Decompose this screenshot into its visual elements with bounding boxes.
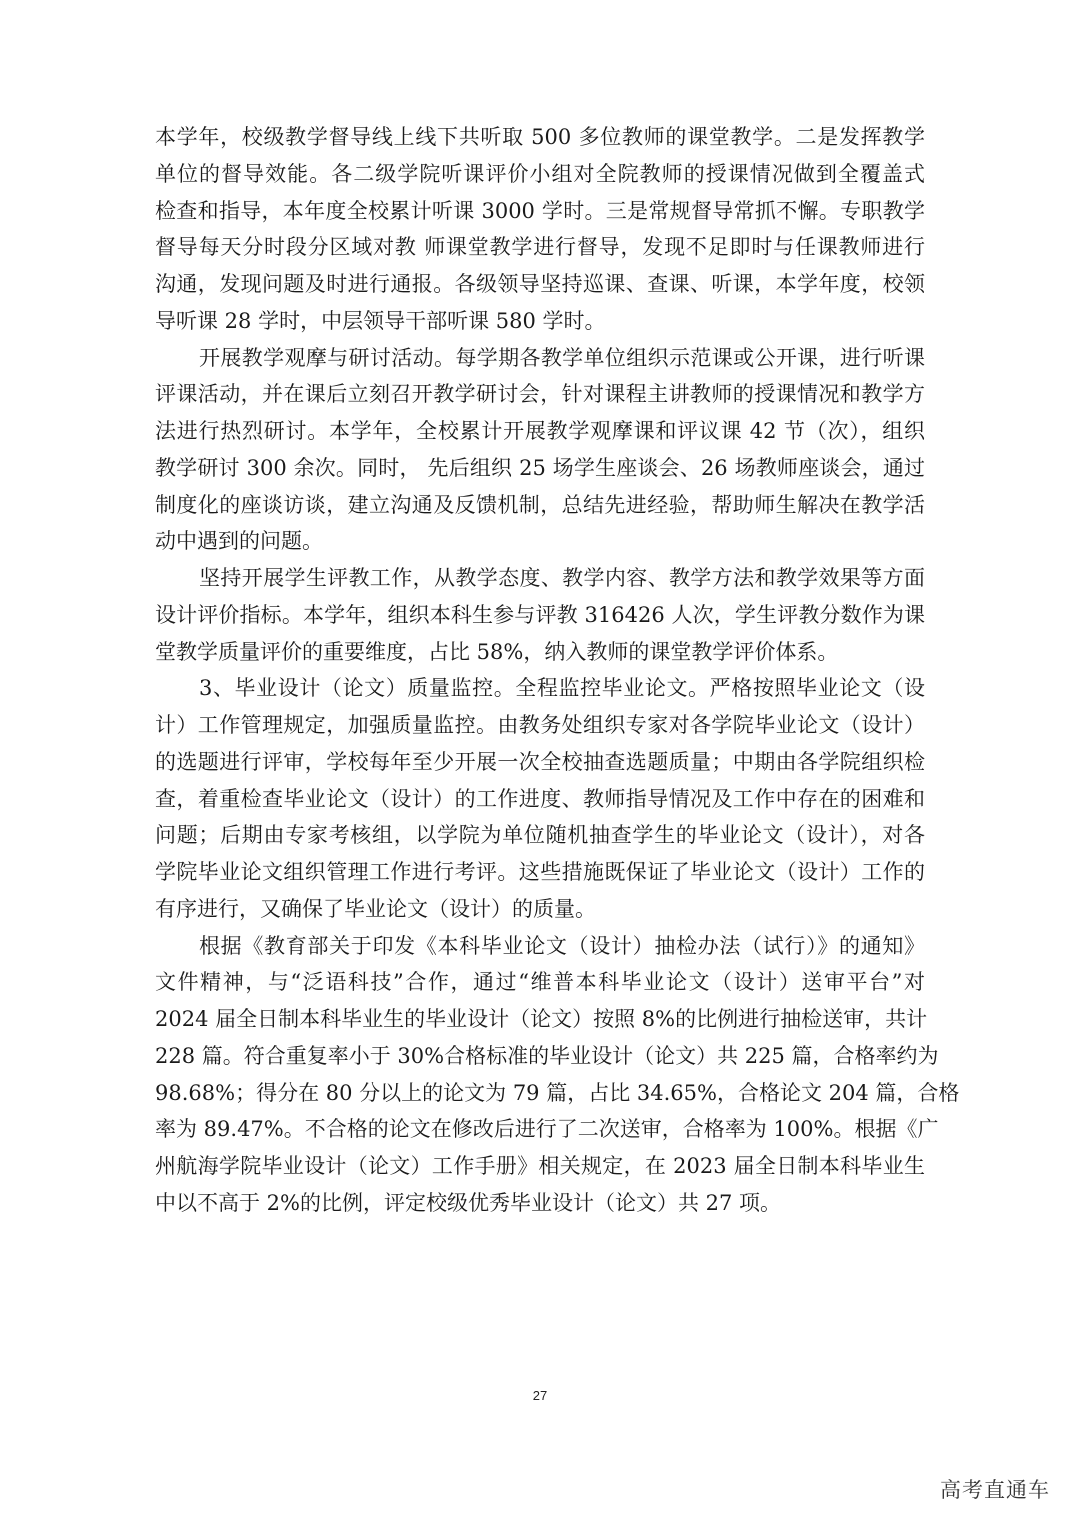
text-line: 法进行热烈研讨。本学年，全校累计开展教学观摩课和评议课 42 节（次），组织 [155,419,925,443]
text-line: 堂教学质量评价的重要维度，占比 58%，纳入教师的课堂教学评价体系。 [155,639,839,664]
text-line: 根据《教育部关于印发《本科毕业论文（设计）抽检办法（试行）》的通知》 [199,933,925,958]
document-body [155,119,960,1222]
text-line: 设计评价指标。本学年，组织本科生参与评教 316426 人次，学生评教分数作为课 [155,602,925,627]
page-number: 27 [532,1388,548,1403]
paragraph [155,928,960,1222]
text-line: 评课活动，并在课后立刻召开教学研讨会，针对课程主讲教师的授课情况和教学方 [155,382,925,407]
text-line: 3、毕业设计（论文）质量监控。全程监控毕业论文。严格按照毕业论文（设 [199,676,925,701]
text-line: 文件精神，与“泛语科技”合作，通过“维普本科毕业论文（设计）送审平台”对 [155,970,925,995]
text-line: 问题；后期由专家考核组，以学院为单位随机抽查学生的毕业论文（设计），对各 [155,823,925,848]
text-line: 制度化的座谈访谈，建立沟通及反馈机制，总结先进经验，帮助师生解决在教学活 [155,492,925,517]
text-line: 导听课 28 学时，中层领导干部听课 580 学时。 [155,308,606,333]
text-line: 率为 89.47%。不合格的论文在修改后进行了二次送审，合格率为 100%。根据《广 [155,1117,939,1142]
text-line: 单位的督导效能。各二级学院听课评价小组对全院教师的授课情况做到全覆盖式 [155,161,925,186]
text-line: 坚持开展学生评教工作，从教学态度、教学内容、教学方法和教学效果等方面 [199,566,925,590]
text-line: 本学年，校级教学督导线上线下共听取 500 多位教师的课堂教学。二是发挥教学 [155,125,925,149]
text-line: 检查和指导，本年度全校累计听课 3000 学时。三是常规督导常抓不懈。专职教学 [155,198,925,223]
text-line: 教学研讨 300 余次。同时， 先后组织 25 场学生座谈会、26 场教师座谈会，通过 [155,455,925,480]
paragraph [155,340,925,561]
text-line: 动中遇到的问题。 [155,529,323,554]
text-line: 开展教学观摩与研讨活动。每学期各教学单位组织示范课或公开课，进行听课 [199,345,925,370]
text-line: 督导每天分时段分区域对教 师课堂教学进行督导，发现不足即时与任课教师进行 [155,235,925,260]
text-line: 州航海学院毕业设计（论文）工作手册》相关规定，在 2023 届全日制本科毕业生 [155,1154,925,1178]
watermark: 高考直通车 [940,1478,1050,1502]
paragraph [155,560,925,670]
text-line: 228 篇。符合重复率小于 30%合格标准的毕业设计（论文）共 225 篇，合格率约为 [155,1043,939,1068]
text-line: 的选题进行评审，学校每年至少开展一次全校抽查选题质量；中期由各学院组织检 [155,749,925,774]
text-line: 有序进行，又确保了毕业论文（设计）的质量。 [155,896,596,921]
text-line: 98.68%；得分在 80 分以上的论文为 79 篇，占比 34.65%，合格论文 204 篇，合格 [155,1080,960,1105]
paragraph [155,119,925,340]
text-line: 学院毕业论文组织管理工作进行考评。这些措施既保证了毕业论文（设计）工作的 [155,860,925,884]
text-line: 查，着重检查毕业论文（设计）的工作进度、教师指导情况及工作中存在的困难和 [155,786,925,811]
text-line: 沟通，发现问题及时进行通报。各级领导坚持巡课、查课、听课，本学年度，校领 [155,272,925,296]
text-line: 计）工作管理规定，加强质量监控。由教务处组织专家对各学院毕业论文（设计） [155,713,925,737]
text-line: 中以不高于 2%的比例，评定校级优秀毕业设计（论文）共 27 项。 [155,1190,782,1215]
text-line: 2024 届全日制本科毕业生的毕业设计（论文）按照 8%的比例进行抽检送审，共计 [155,1007,928,1031]
paragraph [155,670,925,927]
